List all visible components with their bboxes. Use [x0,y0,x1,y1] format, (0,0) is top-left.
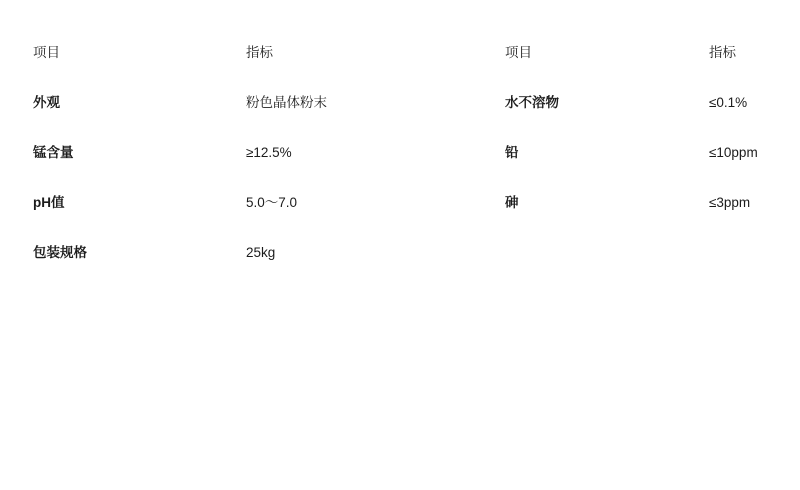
row-value-manganese-content: ≥12.5% [246,144,292,160]
column-header-item-right: 项目 [505,44,532,60]
row-value-appearance: 粉色晶体粉末 [246,94,327,110]
row-value-water-insoluble: ≤0.1% [709,94,748,110]
row-value-packaging: 25kg [246,244,276,260]
table-row [0,228,800,278]
row-value-empty [709,228,800,278]
row-label-packaging: 包装规格 [33,244,87,260]
column-header-item-left: 项目 [33,44,60,60]
row-label-lead: 铅 [505,144,519,160]
specification-table [0,28,800,278]
table-row [0,178,800,228]
table-header-row [0,28,800,78]
row-label-manganese-content: 锰含量 [33,144,74,160]
row-value-ph: 5.0～7.0 [246,194,298,210]
row-label-arsenic: 砷 [505,194,519,210]
table-row [0,78,800,128]
row-label-empty [505,228,709,278]
row-label-appearance: 外观 [33,94,60,110]
column-header-spec-left: 指标 [246,44,273,60]
row-value-lead: ≤10ppm [709,144,758,160]
row-value-arsenic: ≤3ppm [709,194,751,210]
table-row [0,128,800,178]
row-label-water-insoluble: 水不溶物 [505,94,559,110]
column-header-spec-right: 指标 [709,44,736,60]
row-label-ph: pH值 [33,194,65,210]
